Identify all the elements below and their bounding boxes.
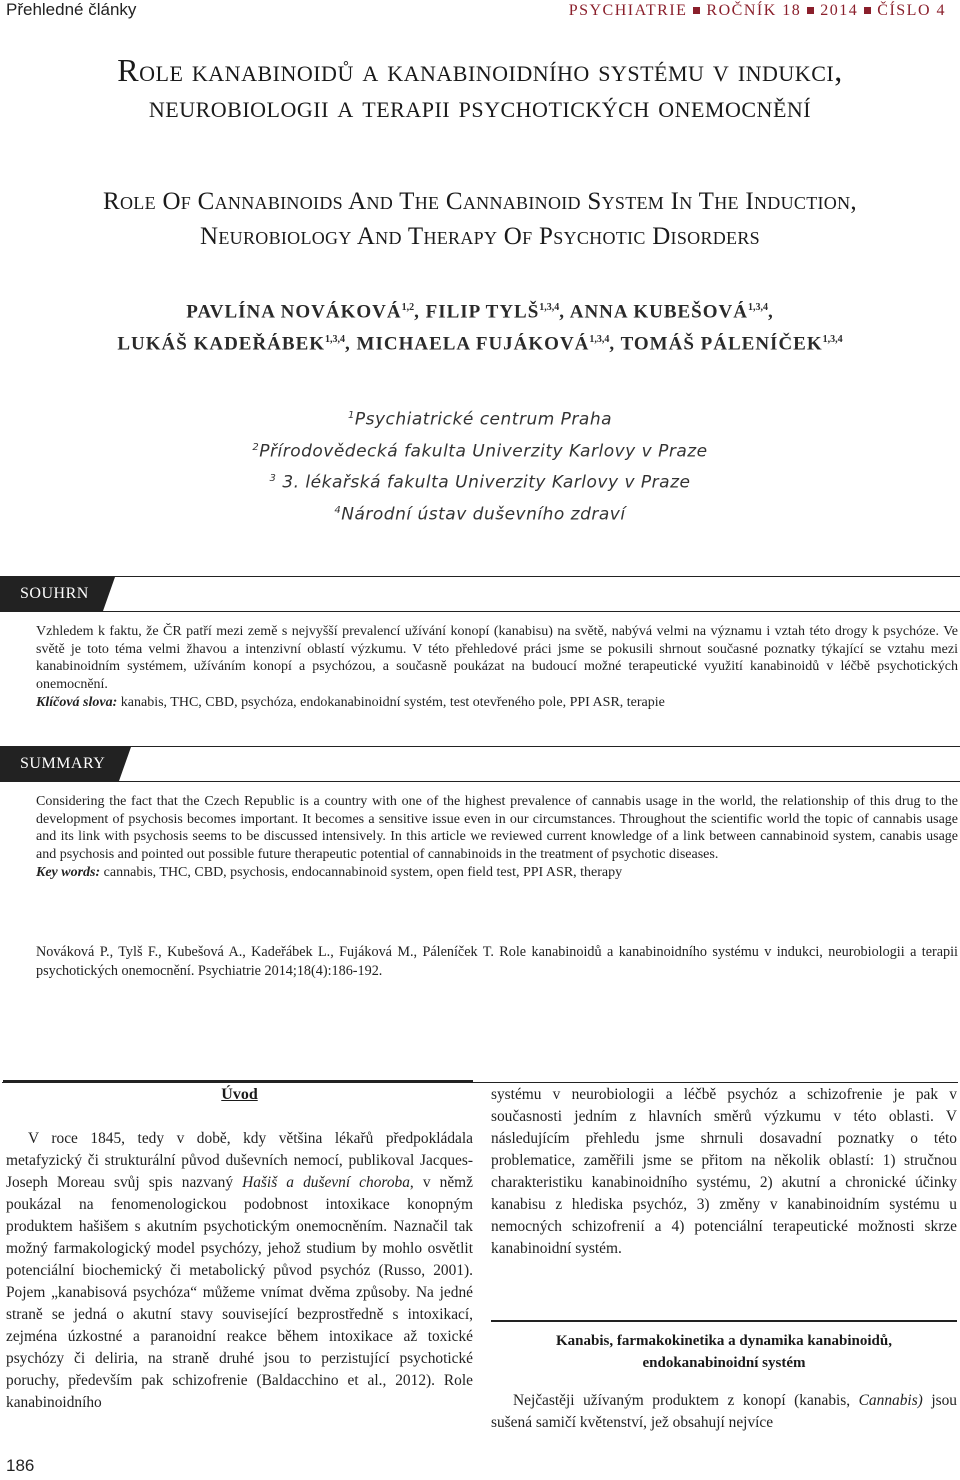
author-name: TOMÁŠ PÁLENÍČEK (620, 333, 823, 355)
affiliation-text: Národní ústav duševního zdraví (341, 504, 626, 525)
divider-thick (3, 1080, 473, 1083)
author-affiliation-sup: 1,2 (401, 302, 415, 313)
summary-keywords: cannabis, THC, CBD, psychosis, endocannabinoid system, open field test, PPI ASR, therapy (100, 864, 623, 880)
souhrn-abstract (36, 623, 958, 712)
authors-line1: PAVLÍNA NOVÁKOVÁ$^{1,2}$, FILIP TYLŠ$^{1,3,4}$, ANNA KUBEŠOVÁ$^{1,3,4}$, (186, 301, 774, 323)
affiliation-text: Psychiatrické centrum Praha (354, 409, 613, 430)
summary-heading: SUMMARY (0, 747, 119, 781)
affiliations (0, 402, 960, 529)
section-heading (491, 1320, 957, 1374)
author-affiliation-sup: 1,3,4 (325, 334, 346, 346)
title-cz-line2: neurobiologii a terapii psychotických onemocnění (148, 88, 812, 124)
author-name: FILIP TYLŠ (425, 301, 540, 323)
journal-name: PSYCHIATRIE (568, 2, 688, 19)
affiliation-item (0, 402, 960, 434)
section2-text-cont: jsou sušená samičí květenství, jež obsahují nejvíce (491, 1392, 957, 1431)
souhrn-text: Vzhledem k faktu, že ČR patří mezi země s nejvyšší prevalencí užívání konopí (kanabisu) na světě, nabývá velmi na významu i vztah této drogy k psychóze. Ve světě je toto téma velmi žhavou a intenzivní oblastí výzkumu. V této přehledové práci jsme se pokusili shrnout současné poznatky týkající se vztahu mezi kanabinoidním systémem, užíváním konopí a psychózou, a současně poukázat na budoucí možné terapeutické využití kanabinoidů v léčbě psychotických onemocnění. (36, 624, 958, 693)
intro-body-right (491, 1084, 957, 1260)
section-label: Přehledné články (6, 0, 137, 19)
summary-abstract (36, 793, 958, 882)
section2-body (491, 1390, 957, 1434)
souhrn-heading: SOUHRN (0, 577, 103, 611)
summary-bar (0, 746, 960, 782)
article-title-en (0, 184, 960, 254)
title-en-line2: Neurobiology And Therapy Of Psychotic Disorders (200, 223, 760, 250)
intro-body-left (6, 1128, 473, 1414)
page-number: 186 (6, 1456, 35, 1475)
separator-square-icon (807, 7, 814, 14)
journal-issue: ČÍSLO 4 (877, 2, 946, 19)
affiliation-item (0, 497, 960, 529)
affiliation-text: Přírodovědecká fakulta Univerzity Karlovy v Praze (259, 441, 708, 462)
author-name: ANNA KUBEŠOVÁ (569, 301, 748, 323)
section-heading-line1: Kanabis, farmakokinetika a dynamika kanabinoidů, (556, 1333, 892, 1349)
intro-heading: Úvod (221, 1086, 258, 1103)
intro-paragraph (6, 1128, 473, 1414)
intro-paragraph-right: systému v neurobiologii a léčbě psychóz a schizofrenie je pak v současnosti jedním z hlavních směrů výzkumu v této oblasti. V následujícím přehledu jsme shrnuli dosavadní poznatky o této problematice, zaměřili jsme se přitom na několik oblastí: 1) stručnou charakteristiku kanabinoidního systému, 2) akutní a chronické účinky kanabisu z hlediska psychóz, 3) změny v kanabinoidním systému u nemocných schizofrenií a 4) potenciální terapeutické možnosti skrze kanabinoidní systém. (491, 1086, 957, 1257)
intro-text: V roce 1845, tedy v době, kdy většina lékařů předpokládala metafyzický či strukturální původ duševních nemocí, publikoval Jacques-Joseph Moreau svůj spis nazvaný (6, 1130, 473, 1191)
title-cz-line1: Role kanabinoidů a kanabinoidního systému v indukci, (117, 52, 843, 88)
author-name: MICHAELA FUJÁKOVÁ (356, 333, 590, 355)
author-affiliation-sup: 1,3,4 (747, 302, 768, 313)
souhrn-keywords: kanabis, THC, CBD, psychóza, endokanabinoidní systém, test otevřeného pole, PPI ASR, terapie (117, 694, 665, 710)
article-title-cz (0, 52, 960, 124)
affiliation-item (0, 434, 960, 466)
journal-year: 2014 (820, 2, 859, 19)
section-heading-line2: endokanabinoidní systém (642, 1355, 806, 1371)
journal-volume: ROČNÍK 18 (706, 2, 802, 19)
intro-book-title: Hašiš a duševní choroba (242, 1174, 410, 1191)
affiliation-sup: 4 (334, 504, 342, 516)
author-affiliation-sup: 1,3,4 (539, 302, 560, 313)
affiliation-text: 3. lékařská fakulta Univerzity Karlovy v Praze (282, 472, 691, 493)
journal-header (569, 2, 946, 20)
affiliation-sup: 1 (347, 410, 355, 421)
author-affiliation-sup: 1,3,4 (822, 334, 843, 346)
affiliation-sup: 2 (252, 441, 260, 453)
author-name: PAVLÍNA NOVÁKOVÁ (186, 301, 402, 323)
title-en-line1: Role Of Cannabinoids And The Cannabinoid System In The Induction, (103, 188, 857, 215)
author-affiliation-sup: 1,3,4 (589, 334, 610, 346)
author-list (0, 294, 960, 359)
author-name: LUKÁŠ KADEŘÁBEK (117, 333, 326, 355)
summary-keywords-label: Key words: (36, 864, 101, 880)
section2-paragraph (491, 1390, 957, 1434)
separator-square-icon (693, 7, 700, 14)
affiliation-item (0, 465, 960, 497)
souhrn-keywords-label: Klíčová slova: (36, 694, 118, 710)
summary-text: Considering the fact that the Czech Republic is a country with one of the highest prevalence of cannabis usage in the world, the relationship of this drug to the development of psychosis becomes important. It becomes a sensitive issue even in our circumstances. Throughout the scientific world the topic of cannabis usage and its link with psychosis seems to be discussed intensively. In this article we reviewed current knowledge of a link between cannabinoid system, canabis usage and psychosis and pointed out possible future therapeutic potential of cannabinoids in the treatment of psychotic diseases. (36, 794, 958, 863)
section2-italic: Cannabis) (858, 1392, 923, 1409)
citation: Nováková P., Tylš F., Kubešová A., Kadeřábek L., Fujáková M., Páleníček T. Role kanabinoidů a kanabinoidního systému v indukci, neurobiologii a terapii psychotických onemocnění. Psychiatrie 2014;18(4):186-192. (36, 944, 958, 979)
separator-square-icon (864, 7, 871, 14)
section2-text: Nejčastěji užívaným produktem z konopí (kanabis, (513, 1392, 859, 1409)
intro-text-cont: , v němž poukázal na fenomenologickou podobnost intoxikace konopným produktem hašišem s akutním psychotickým onemocněním. Naznačil tak možný farmakologický model psychózy, jehož studium by mohlo osvětlit potenciální biochemický či metabolický původ psychóz (Russo, 2001). Pojem „kanabisová psychóza“ můžeme vnímat dvěma způsoby. Na jedné straně se jedná o akutní stavy související bezprostředně s intoxikací, zejména úzkostné a paranoidní reakce během intoxikace až toxické psychózy či deliria, na straně druhé jsou to perzistující psychotické poruchy, především pak schizofrenie (Baldacchino et al., 2012). Role kanabinoidního (6, 1174, 473, 1411)
affiliation-sup: 3 (269, 473, 277, 485)
souhrn-bar (0, 576, 960, 612)
authors-line2: LUKÁŠ KADEŘÁBEK$^{1,3,4}$, MICHAELA FUJÁKOVÁ$^{1,3,4}$, TOMÁŠ PÁLENÍČEK$^{1,3,4}$ (117, 333, 843, 355)
